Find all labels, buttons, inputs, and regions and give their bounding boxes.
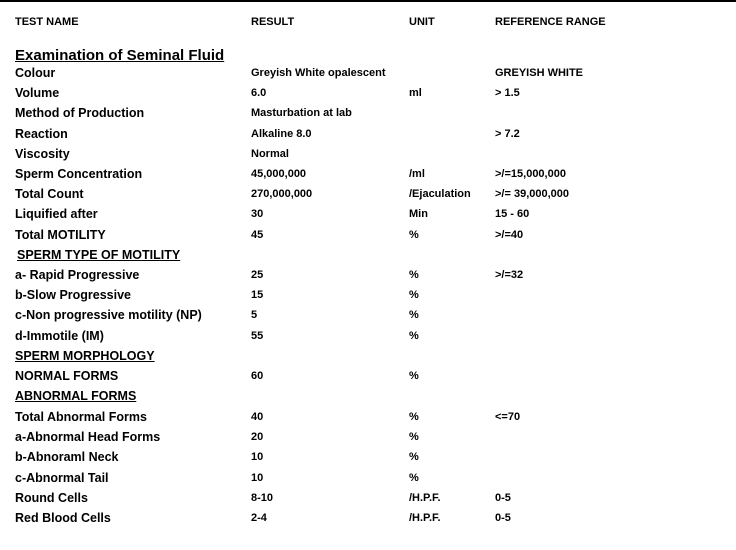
table-row xyxy=(0,106,736,126)
table-row xyxy=(0,187,736,207)
result-cell: 10 xyxy=(251,451,264,464)
sperm-type-heading: SPERM TYPE OF MOTILITY xyxy=(17,248,181,262)
reference-range-cell: <=70 xyxy=(495,411,521,423)
test-name-cell: c-Non progressive motility (NP) xyxy=(15,308,202,323)
test-name-cell: b-Slow Progressive xyxy=(15,288,132,303)
unit-cell: /H.P.F. xyxy=(409,491,441,504)
test-name-cell: Viscosity xyxy=(15,146,70,161)
result-cell: Greyish White opalescent xyxy=(251,67,386,79)
test-name-cell: c-Abnormal Tail xyxy=(15,470,109,485)
result-cell: 20 xyxy=(251,431,264,444)
table-row xyxy=(0,450,736,470)
table-row xyxy=(0,511,736,531)
test-name-cell: Method of Production xyxy=(15,106,145,121)
unit-cell: /Ejaculation xyxy=(409,188,471,201)
abnormal-forms-heading: ABNORMAL FORMS xyxy=(15,389,137,403)
morphology-heading: SPERM MORPHOLOGY xyxy=(15,349,155,363)
header-reference-range: REFERENCE RANGE xyxy=(495,16,606,28)
table-row xyxy=(0,268,736,288)
unit-cell: % xyxy=(409,431,419,444)
result-cell: Masturbation at lab xyxy=(251,107,352,120)
table-row xyxy=(0,471,736,491)
unit-cell: % xyxy=(409,370,419,382)
reference-range-cell: > 7.2 xyxy=(495,127,520,140)
reference-range-cell: > 1.5 xyxy=(495,87,520,100)
table-row xyxy=(0,167,736,187)
test-name-cell: Total MOTILITY xyxy=(15,227,106,242)
unit-cell: % xyxy=(409,411,419,423)
test-name-cell: Red Blood Cells xyxy=(15,511,111,525)
result-cell: 2-4 xyxy=(251,512,267,524)
reference-range-cell: >/=32 xyxy=(495,269,524,281)
result-cell: 25 xyxy=(251,269,264,281)
test-name-cell: Total Abnormal Forms xyxy=(15,410,147,424)
result-cell: 45 xyxy=(251,228,264,241)
reference-range-cell: 15 - 60 xyxy=(495,208,530,221)
table-row xyxy=(0,410,736,430)
top-rule xyxy=(0,0,736,2)
reference-range-cell: >/=15,000,000 xyxy=(495,168,566,180)
table-row xyxy=(0,288,736,308)
table-row xyxy=(0,228,736,248)
unit-cell: /ml xyxy=(409,168,425,180)
table-row xyxy=(0,308,736,328)
result-cell: 5 xyxy=(251,309,258,322)
unit-cell: Min xyxy=(409,208,428,221)
unit-cell: % xyxy=(409,471,419,484)
result-cell: Normal xyxy=(251,147,289,160)
unit-cell: ml xyxy=(409,87,422,100)
reference-range-cell: GREYISH WHITE xyxy=(495,67,584,79)
reference-range-cell: >/=40 xyxy=(495,228,524,241)
result-cell: 6.0 xyxy=(251,87,267,100)
result-cell: 8-10 xyxy=(251,491,274,504)
test-name-cell: Colour xyxy=(15,66,56,80)
table-row xyxy=(0,491,736,511)
test-name-cell: Volume xyxy=(15,86,60,101)
unit-cell: % xyxy=(409,329,419,342)
reference-range-cell: >/= 39,000,000 xyxy=(495,188,570,201)
table-row xyxy=(0,369,736,389)
test-name-cell: Liquified after xyxy=(15,207,98,222)
result-cell: 15 xyxy=(251,289,264,302)
result-cell: 45,000,000 xyxy=(251,168,307,180)
test-name-cell: Reaction xyxy=(15,126,68,141)
table-row xyxy=(0,86,736,106)
test-name-cell: Total Count xyxy=(15,187,84,202)
header-test-name: TEST NAME xyxy=(15,16,79,28)
header-unit: UNIT xyxy=(409,16,435,28)
result-cell: 60 xyxy=(251,370,264,382)
result-cell: 40 xyxy=(251,411,264,423)
result-cell: Alkaline 8.0 xyxy=(251,127,312,140)
test-name-cell: Sperm Concentration xyxy=(15,167,143,181)
result-cell: 10 xyxy=(251,471,264,484)
unit-cell: % xyxy=(409,289,419,302)
reference-range-cell: 0-5 xyxy=(495,512,511,524)
table-row xyxy=(0,207,736,227)
test-name-cell: NORMAL FORMS xyxy=(15,369,119,383)
table-row xyxy=(0,329,736,349)
table-row xyxy=(0,147,736,167)
header-result: RESULT xyxy=(251,16,295,28)
table-row xyxy=(0,127,736,147)
result-cell: 55 xyxy=(251,329,264,342)
unit-cell: % xyxy=(409,269,419,281)
unit-cell: % xyxy=(409,228,419,241)
result-cell: 270,000,000 xyxy=(251,188,313,201)
reference-range-cell: 0-5 xyxy=(495,491,511,504)
result-cell: 30 xyxy=(251,208,264,221)
unit-cell: % xyxy=(409,451,419,464)
test-name-cell: b-Abnoraml Neck xyxy=(15,450,119,465)
table-row xyxy=(0,430,736,450)
test-name-cell: d-Immotile (IM) xyxy=(15,328,104,343)
test-name-cell: Round Cells xyxy=(15,490,88,505)
table-row xyxy=(0,66,736,86)
unit-cell: % xyxy=(409,309,419,322)
section-title: Examination of Seminal Fluid xyxy=(15,47,225,64)
unit-cell: /H.P.F. xyxy=(409,512,441,524)
test-name-cell: a-Abnormal Head Forms xyxy=(15,430,161,445)
test-name-cell: a- Rapid Progressive xyxy=(15,268,140,282)
